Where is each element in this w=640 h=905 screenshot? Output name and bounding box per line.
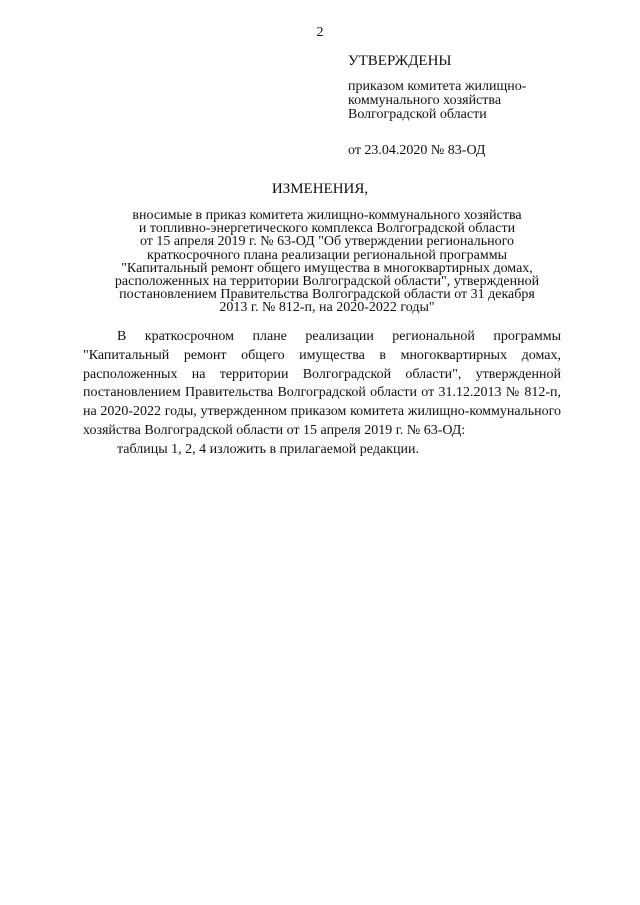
approval-text [348,80,618,122]
approval-line: приказом комитета жилищно- [348,79,527,94]
subtitle-line: краткосрочного плана реализации региональной программы [146,247,507,263]
subtitle-line: постановлением Правительства Волгоградской области от 31 декабря [119,287,535,303]
page-number: 2 [316,25,324,40]
subtitle-line: расположенных на территории Волгоградской области", утвержденной [114,274,540,290]
approval-date: от 23.04.2020 № 83-ОД [348,143,486,158]
subtitle-line: вносимые в приказ комитета жилищно-коммунального хозяйства [132,208,522,223]
body-paragraph: В краткосрочном плане реализации региональной программы "Капитальный ремонт общего имущества в многоквартирных домах, расположенных на территории Волгоградской области", утвержденной постановлением Правительства Волгоградской области от 31.12.2013 № 812-п, на 2020-2022 годы, утвержденном приказом комитета жилищно-коммунального хозяйства Волгоградской области от 15 апреля 2019 г. № 63-ОД: [83,329,561,438]
document-title: ИЗМЕНЕНИЯ, [271,181,369,197]
approval-block [348,52,618,159]
subtitle-line: и топливно-энергетического комплекса Волгоградской области [138,221,516,237]
subtitle-line: 2013 г. № 812-п, на 2020-2022 годы" [219,300,435,316]
document-body [83,328,561,460]
subtitle-line: от 15 апреля 2019 г. № 63-ОД "Об утверждении регионального [139,234,515,250]
approval-line: Волгоградской области [348,107,487,122]
approval-title: УТВЕРЖДЕНЫ [348,53,452,69]
instruction-paragraph: таблицы 1, 2, 4 изложить в прилагаемой редакции. [117,441,419,457]
document-subtitle [95,209,559,315]
approval-line: коммунального хозяйства [348,93,502,108]
subtitle-line: "Капитальный ремонт общего имущества в многоквартирных домах, [121,260,533,276]
